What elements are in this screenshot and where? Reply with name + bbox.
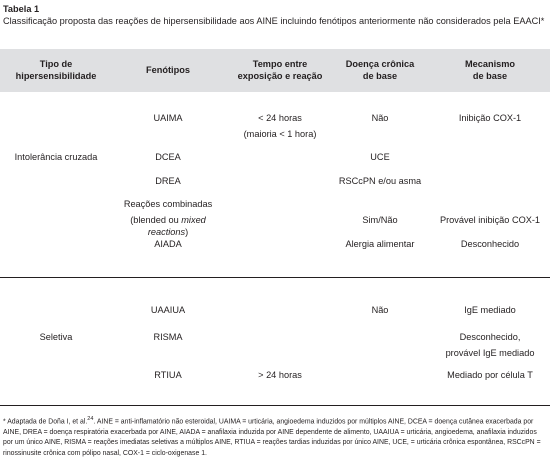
- mechanism-combined: Provável inibição COX-1: [439, 215, 541, 225]
- footnote-text: . AINE = anti-inflamatório não esteroidal, UAIMA = urticária, angioedema induzidos por múltiplos AINE, DCEA = doença cutânea exacerbada por AINE, DREA = doença respiratória exacerbada por AINE, AIADA = anafilaxia induzida por AINE dependente de alimento, UAAIUA = urticária, angioedema, anafilaxia induzidos por um único AINE, RISMA = reações imediatas seletivas a múltiplos AINE, RTIUA = reações tardias induzidas por único AINE, UCE, = urticária crônica espontânea, RSCcPN = rinossinusite crônica com pólipo nasal, COX-1 = ciclo-oxigenase 1.: [3, 418, 541, 457]
- disease-uaaiua: Não: [371, 305, 389, 315]
- disease-combined: Sim/Não: [362, 215, 398, 225]
- phenotype-rtiua: RTIUA: [154, 370, 182, 380]
- phenotype-aiada: AIADA: [154, 239, 182, 249]
- phenotype-combined: [113, 198, 223, 238]
- table-bottom-rule: [0, 405, 550, 406]
- mechanism-uaima: Inibição COX-1: [458, 113, 522, 123]
- time-uaima-line2: (maioria < 1 hora): [243, 129, 317, 139]
- header-col1-line1: Tipo de: [39, 59, 73, 69]
- header-time: [220, 58, 340, 82]
- table-caption: [3, 3, 547, 27]
- phenotype-drea: DREA: [155, 176, 181, 186]
- table-description: Classificação proposta das reações de hipersensibilidade aos AINE incluindo fenótipos anteriormente não considerados pela EAACI*: [3, 16, 545, 26]
- phenotype-combined-line1: Reações combinadas: [123, 199, 213, 209]
- header-mechanism: [430, 58, 550, 82]
- phenotype-combined-part3: ): [185, 227, 189, 237]
- header-col3-line2: exposição e reação: [237, 71, 323, 81]
- mechanism-risma-line1: Desconhecido,: [459, 332, 521, 342]
- disease-drea: RSCcPN e/ou asma: [338, 176, 422, 186]
- time-uaima-line1: < 24 horas: [258, 113, 302, 123]
- phenotype-combined-line2: [113, 214, 223, 238]
- phenotype-uaaiua: UAAIUA: [150, 305, 186, 315]
- phenotype-combined-part1: (blended ou: [130, 215, 182, 225]
- disease-uaima: Não: [371, 113, 389, 123]
- disease-aiada: Alergia alimentar: [345, 239, 415, 249]
- mechanism-aiada: Desconhecido: [460, 239, 520, 249]
- mechanism-risma-line2: provável IgE mediado: [445, 348, 535, 358]
- header-col4-line1: Doença crônica: [345, 59, 415, 69]
- header-hypersensitivity-type: [2, 58, 110, 82]
- table-header: [0, 49, 550, 92]
- phenotype-uaima: UAIMA: [153, 113, 183, 123]
- footnote-prefix: * Adaptada de Doña I, et al.: [3, 418, 88, 426]
- phenotype-dcea: DCEA: [155, 152, 181, 162]
- header-col3-line1: Tempo entre: [252, 59, 308, 69]
- header-col4-line2: de base: [362, 71, 398, 81]
- time-uaima: [220, 112, 340, 140]
- phenotype-combined-italic: mixed reactions: [147, 215, 206, 237]
- header-chronic-disease: [330, 58, 430, 82]
- footnote-reference: 24: [87, 416, 94, 422]
- header-phenotypes: Fenótipos: [146, 65, 190, 75]
- group-label-selective: Seletiva: [39, 332, 73, 342]
- table-title: Tabela 1: [3, 4, 40, 14]
- header-col5-line2: de base: [472, 71, 508, 81]
- data-table: [0, 49, 550, 394]
- phenotype-risma: RISMA: [153, 332, 183, 342]
- group-divider: [0, 277, 550, 278]
- time-rtiua: > 24 horas: [258, 370, 302, 380]
- mechanism-uaaiua: IgE mediado: [464, 305, 516, 315]
- group-label-cross-intolerance: Intolerância cruzada: [14, 152, 98, 162]
- header-col1-line2: hipersensibilidade: [15, 71, 97, 81]
- disease-dcea: UCE: [370, 152, 390, 162]
- mechanism-risma: [430, 331, 550, 359]
- mechanism-rtiua: Mediado por célula T: [447, 370, 533, 380]
- header-col5-line1: Mecanismo: [464, 59, 516, 69]
- table-footnote: [3, 414, 547, 459]
